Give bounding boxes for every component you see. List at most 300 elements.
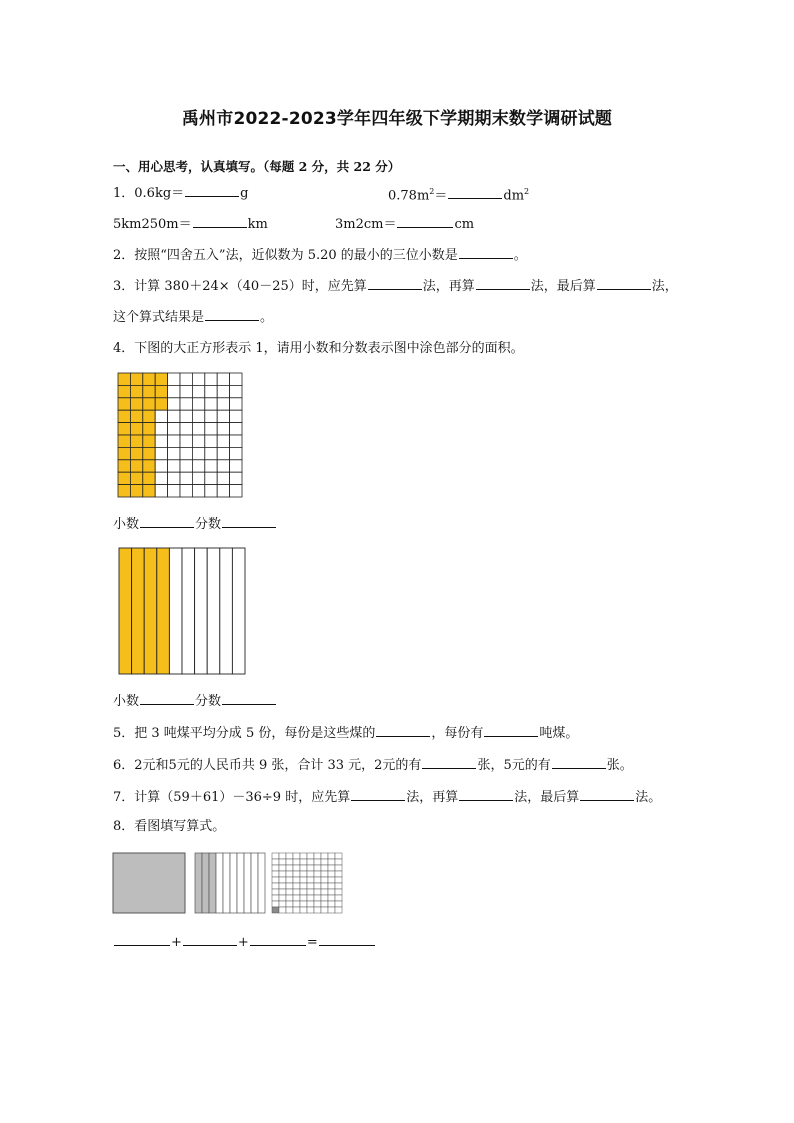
q5-answer-blank-2[interactable] xyxy=(484,724,538,737)
hundredth-cell xyxy=(272,871,279,877)
hundredth-cell xyxy=(279,889,286,895)
hundredth-cell xyxy=(279,907,286,913)
grid-cell xyxy=(168,472,180,484)
grid-cell xyxy=(230,435,242,447)
grid-cell-shaded xyxy=(130,435,142,447)
grid-cell xyxy=(192,435,204,447)
hundredth-cell xyxy=(300,859,307,865)
hundredth-cell xyxy=(328,853,335,859)
grid-cell xyxy=(217,423,229,435)
question-3-line-1 xyxy=(113,277,678,295)
hundredth-cell xyxy=(286,865,293,871)
grid-cell xyxy=(180,485,192,497)
grid-cell-shaded xyxy=(118,373,130,385)
hundredth-cell xyxy=(307,853,314,859)
question-3-line-2 xyxy=(113,308,273,326)
question-6 xyxy=(113,756,633,774)
hundredth-cell xyxy=(307,877,314,883)
q1a-unit: g xyxy=(240,186,249,201)
grid-cell-shaded xyxy=(130,423,142,435)
q4a-fraction-label: 分数 xyxy=(195,517,222,532)
grid-cell xyxy=(217,410,229,422)
hundredth-cell xyxy=(307,901,314,907)
strip-shaded xyxy=(157,548,170,674)
grid-cell xyxy=(205,373,217,385)
hundredth-cell xyxy=(272,901,279,907)
grid-cell xyxy=(180,447,192,459)
grid-cell xyxy=(217,460,229,472)
q3-text-1: 3．计算 380＋24×（40－25）时，应先算 xyxy=(113,279,367,294)
grid-cell xyxy=(217,435,229,447)
grid-cell xyxy=(230,398,242,410)
q6-text-1: 6．2元和5元的人民币共 9 张，合计 33 元，2元的有 xyxy=(113,758,422,773)
grid-cell xyxy=(217,398,229,410)
grid-cell xyxy=(155,447,167,459)
grid-cell xyxy=(217,385,229,397)
hundredth-cell xyxy=(321,907,328,913)
q8-plus-2: + xyxy=(237,935,249,950)
grid-cell xyxy=(155,472,167,484)
hundredth-cell xyxy=(307,889,314,895)
q7-text-4: 法。 xyxy=(635,790,662,805)
q5-text-2: ，每份有 xyxy=(431,726,484,741)
hundredth-cell xyxy=(321,865,328,871)
hundredth-cell xyxy=(328,859,335,865)
hundredth-cell xyxy=(293,895,300,901)
hundredth-cell xyxy=(307,907,314,913)
hundredth-cell xyxy=(328,871,335,877)
hundredth-cell xyxy=(286,853,293,859)
q4b-decimal-blank[interactable] xyxy=(140,692,194,705)
grid-cell-shaded xyxy=(118,485,130,497)
grid-cell xyxy=(217,373,229,385)
grid-cell-shaded xyxy=(118,460,130,472)
tenth-strip-shaded xyxy=(202,853,209,913)
grid-cell xyxy=(230,447,242,459)
grid-cell-shaded xyxy=(118,423,130,435)
q5-answer-blank-1[interactable] xyxy=(376,724,430,737)
grid-cell-shaded xyxy=(130,410,142,422)
hundredth-cell xyxy=(314,895,321,901)
hundredth-cell xyxy=(335,901,342,907)
hundredth-cell xyxy=(272,859,279,865)
grid-cell-shaded xyxy=(143,485,155,497)
grid-cell-shaded xyxy=(130,447,142,459)
grid-cell xyxy=(205,472,217,484)
hundredth-cell xyxy=(293,901,300,907)
q7-answer-blank-2[interactable] xyxy=(459,788,513,801)
hundredth-cell xyxy=(321,871,328,877)
grid-cell-shaded xyxy=(130,398,142,410)
hundredth-cell xyxy=(272,883,279,889)
hundredth-cell xyxy=(286,907,293,913)
grid-cell xyxy=(168,410,180,422)
grid-cell-shaded xyxy=(143,385,155,397)
q1d-text: 3m2cm＝ xyxy=(335,217,397,232)
grid-cell-shaded xyxy=(130,472,142,484)
q7-text-3: 法，最后算 xyxy=(514,790,580,805)
grid-cell xyxy=(192,485,204,497)
hundredth-cell xyxy=(335,853,342,859)
grid-cell xyxy=(180,435,192,447)
q8-plus-1: + xyxy=(171,935,182,950)
grid-cell xyxy=(230,385,242,397)
hundredth-cell xyxy=(300,871,307,877)
grid-cell xyxy=(192,447,204,459)
question-1d xyxy=(335,215,474,233)
hundredth-cell xyxy=(286,877,293,883)
question-4: 4．下图的大正方形表示 1，请用小数和分数表示图中涂色部分的面积。 xyxy=(113,341,524,356)
question-1b xyxy=(388,184,529,204)
grid-cell-shaded xyxy=(130,373,142,385)
strip-shaded xyxy=(119,548,132,674)
grid-cell-shaded xyxy=(130,485,142,497)
tenth-strip xyxy=(237,853,244,913)
hundredth-cell xyxy=(328,877,335,883)
grid-cell xyxy=(168,435,180,447)
grid-cell-shaded xyxy=(130,385,142,397)
grid-cell xyxy=(155,460,167,472)
q1c-unit: km xyxy=(247,217,268,232)
hundredth-cell xyxy=(314,877,321,883)
hundredth-cell xyxy=(314,889,321,895)
question-4a-answers xyxy=(113,515,277,533)
grid-cell-shaded xyxy=(118,398,130,410)
hundredth-cell xyxy=(286,889,293,895)
hundredth-cell xyxy=(293,871,300,877)
hundredth-cell xyxy=(314,871,321,877)
hundredth-cell xyxy=(335,859,342,865)
tenth-strip-shaded xyxy=(209,853,216,913)
grid-cell-shaded xyxy=(143,435,155,447)
q1c-answer-blank[interactable] xyxy=(193,215,247,228)
q6-answer-blank-2[interactable] xyxy=(552,756,606,769)
hundredth-cell xyxy=(328,883,335,889)
grid-cell-shaded xyxy=(143,447,155,459)
hundredth-cell xyxy=(279,859,286,865)
grid-cell xyxy=(192,410,204,422)
strip xyxy=(232,548,245,674)
grid-cell xyxy=(230,460,242,472)
grid-cell-shaded xyxy=(143,410,155,422)
question-5 xyxy=(113,724,578,742)
hundredth-cell xyxy=(272,889,279,895)
grid-cell xyxy=(205,435,217,447)
hundredth-cell xyxy=(293,883,300,889)
q4b-decimal-label: 小数 xyxy=(113,694,140,709)
grid-cell xyxy=(155,485,167,497)
grid-cell xyxy=(205,410,217,422)
q8-answer-blank-4[interactable] xyxy=(319,933,375,946)
grid-cell xyxy=(168,447,180,459)
hundredth-cell xyxy=(279,871,286,877)
grid-cell xyxy=(180,373,192,385)
hundredth-cell xyxy=(328,901,335,907)
tenth-strip xyxy=(251,853,258,913)
hundredth-cell xyxy=(307,859,314,865)
q1c-text: 5km250m＝ xyxy=(113,217,192,232)
q5-text-3: 吨煤。 xyxy=(539,726,579,741)
hundredth-cell xyxy=(272,865,279,871)
grid-cell-shaded xyxy=(155,373,167,385)
q8-equation-row xyxy=(113,933,376,951)
hundredth-cell xyxy=(293,877,300,883)
ten-strips-figure xyxy=(118,547,248,677)
q3-end: 。 xyxy=(260,310,274,325)
grid-cell-shaded xyxy=(118,447,130,459)
hundredth-cell xyxy=(321,895,328,901)
q7-text-2: 法，再算 xyxy=(406,790,459,805)
q4b-fraction-blank[interactable] xyxy=(222,692,276,705)
hundredth-cell xyxy=(335,865,342,871)
q1a-answer-blank[interactable] xyxy=(185,184,239,197)
question-4b-answers xyxy=(113,692,277,710)
q8-figures xyxy=(112,852,348,916)
grid-cell xyxy=(205,460,217,472)
question-7 xyxy=(113,788,661,806)
q3-text-5: 这个算式结果是 xyxy=(113,310,205,325)
grid-cell-shaded xyxy=(143,398,155,410)
hundredth-cell xyxy=(321,889,328,895)
strip xyxy=(195,548,208,674)
question-1c xyxy=(113,215,268,233)
hundred-grid-figure xyxy=(117,372,243,498)
q8-equals: = xyxy=(306,935,318,950)
hundredth-cell xyxy=(279,877,286,883)
hundredth-cell xyxy=(286,871,293,877)
hundredth-cell xyxy=(307,871,314,877)
hundredth-cell xyxy=(321,859,328,865)
q1b-answer-blank[interactable] xyxy=(448,186,502,199)
grid-cell xyxy=(168,460,180,472)
grid-cell xyxy=(180,410,192,422)
hundredth-cell-shaded xyxy=(272,907,279,913)
q3-answer-blank-4[interactable] xyxy=(205,308,259,321)
grid-cell xyxy=(180,472,192,484)
grid-cell-shaded xyxy=(143,423,155,435)
q2-answer-blank[interactable] xyxy=(459,246,513,259)
grid-cell xyxy=(168,485,180,497)
tenth-strip xyxy=(223,853,230,913)
q7-answer-blank-1[interactable] xyxy=(351,788,405,801)
grid-cell xyxy=(155,435,167,447)
grid-cell xyxy=(192,472,204,484)
q4b-fraction-label: 分数 xyxy=(195,694,222,709)
hundredth-cell xyxy=(286,883,293,889)
q8-answer-blank-2[interactable] xyxy=(183,933,237,946)
q1a-text: 0.6kg＝ xyxy=(134,186,185,201)
hundredth-cell xyxy=(314,853,321,859)
hundredth-cell xyxy=(314,883,321,889)
hundredth-cell xyxy=(300,883,307,889)
hundredth-cell xyxy=(279,883,286,889)
q7-answer-blank-3[interactable] xyxy=(580,788,634,801)
hundredth-cell xyxy=(272,895,279,901)
question-1-row-1 xyxy=(113,184,248,202)
hundredth-cell xyxy=(328,865,335,871)
q5-text-1: 5．把 3 吨煤平均分成 5 份，每份是这些煤的 xyxy=(113,726,376,741)
hundredth-cell xyxy=(300,889,307,895)
hundredth-cell xyxy=(286,859,293,865)
hundredth-cell xyxy=(279,865,286,871)
page-title: 禹州市2022-2023学年四年级下学期期末数学调研试题 xyxy=(181,109,613,129)
grid-cell-shaded xyxy=(155,385,167,397)
q3-text-3: 法，最后算 xyxy=(530,279,596,294)
hundredth-cell xyxy=(335,889,342,895)
hundredth-cell xyxy=(328,895,335,901)
hundredth-cell xyxy=(307,883,314,889)
tenth-strip xyxy=(216,853,223,913)
grid-cell-shaded xyxy=(143,373,155,385)
hundredth-cell xyxy=(307,865,314,871)
q6-text-3: 张。 xyxy=(606,758,633,773)
grid-cell xyxy=(180,398,192,410)
hundredth-cell xyxy=(279,895,286,901)
hundredth-cell xyxy=(300,901,307,907)
hundredth-cell xyxy=(272,853,279,859)
q4a-fraction-blank[interactable] xyxy=(222,515,276,528)
grid-cell xyxy=(230,472,242,484)
grid-cell xyxy=(168,423,180,435)
grid-cell xyxy=(205,385,217,397)
q2-text: 2．按照“四舍五入”法，近似数为 5.20 的最小的三位小数是 xyxy=(113,248,458,263)
q3-answer-blank-3[interactable] xyxy=(597,277,651,290)
grid-cell xyxy=(192,460,204,472)
q1b-superscript: 2 xyxy=(429,187,435,196)
grid-cell xyxy=(155,410,167,422)
hundredth-cell xyxy=(286,901,293,907)
q1b-text: 0.78m xyxy=(388,188,430,204)
strip xyxy=(220,548,233,674)
q8-answer-blank-3[interactable] xyxy=(250,933,306,946)
q4a-decimal-label: 小数 xyxy=(113,517,140,532)
grid-cell xyxy=(217,447,229,459)
hundredth-cell xyxy=(272,877,279,883)
hundredth-cell xyxy=(293,853,300,859)
hundredth-cell xyxy=(314,901,321,907)
grid-cell-shaded xyxy=(118,410,130,422)
question-8: 8．看图填写算式。 xyxy=(113,819,226,834)
grid-cell xyxy=(180,385,192,397)
q1d-answer-blank[interactable] xyxy=(397,215,453,228)
section-heading: 一、用心思考，认真填写。（每题 2 分，共 22 分） xyxy=(113,159,401,174)
grid-cell xyxy=(205,423,217,435)
q1b-equals: ＝ xyxy=(434,188,448,204)
hundredth-cell xyxy=(314,907,321,913)
grid-cell-shaded xyxy=(118,472,130,484)
grid-cell xyxy=(205,398,217,410)
hundredth-cell xyxy=(279,901,286,907)
hundredth-cell xyxy=(321,877,328,883)
grid-cell-shaded xyxy=(118,385,130,397)
hundredth-cell xyxy=(307,895,314,901)
q3-text-2: 法，再算 xyxy=(422,279,475,294)
strip-shaded xyxy=(144,548,157,674)
tenth-strip xyxy=(230,853,237,913)
hundredth-cell xyxy=(300,895,307,901)
question-2 xyxy=(113,246,527,264)
hundredth-cell xyxy=(335,871,342,877)
grid-cell-shaded xyxy=(143,460,155,472)
grid-cell xyxy=(168,398,180,410)
strip xyxy=(169,548,182,674)
q1b-unit-superscript: 2 xyxy=(524,187,530,196)
hundredth-cell xyxy=(321,883,328,889)
q3-answer-blank-1[interactable] xyxy=(368,277,422,290)
hundredth-cell xyxy=(314,859,321,865)
hundredth-cell xyxy=(300,853,307,859)
hundredth-cell xyxy=(293,889,300,895)
q2-end: 。 xyxy=(513,248,527,263)
hundredth-cell xyxy=(335,883,342,889)
grid-cell-shaded xyxy=(130,460,142,472)
hundredth-cell xyxy=(293,907,300,913)
tenth-strip xyxy=(258,853,265,913)
grid-cell xyxy=(192,373,204,385)
grid-cell xyxy=(168,385,180,397)
q7-text-1: 7．计算（59＋61）－36÷9 时，应先算 xyxy=(113,790,351,805)
q1-number: 1． xyxy=(113,186,135,201)
strip xyxy=(182,548,195,674)
grid-cell xyxy=(180,423,192,435)
grid-cell xyxy=(230,410,242,422)
grid-cell xyxy=(217,485,229,497)
grid-cell xyxy=(205,447,217,459)
whole-square xyxy=(113,853,185,913)
grid-cell xyxy=(217,472,229,484)
hundredth-cell xyxy=(279,853,286,859)
hundredth-cell xyxy=(328,889,335,895)
hundredth-cell xyxy=(321,853,328,859)
grid-cell xyxy=(168,373,180,385)
grid-cell xyxy=(192,398,204,410)
hundredth-cell xyxy=(328,907,335,913)
grid-cell xyxy=(155,423,167,435)
q4a-decimal-blank[interactable] xyxy=(140,515,194,528)
hundredth-cell xyxy=(300,877,307,883)
grid-cell-shaded xyxy=(143,472,155,484)
tenth-strip xyxy=(244,853,251,913)
grid-cell xyxy=(205,485,217,497)
q1d-unit: cm xyxy=(454,217,475,232)
hundredth-cell xyxy=(293,859,300,865)
grid-cell xyxy=(230,373,242,385)
grid-cell xyxy=(192,423,204,435)
hundredth-cell xyxy=(300,865,307,871)
hundredth-cell xyxy=(321,901,328,907)
grid-cell-shaded xyxy=(155,398,167,410)
strip xyxy=(207,548,220,674)
q3-text-4: 法， xyxy=(651,279,678,294)
grid-cell xyxy=(230,423,242,435)
q3-answer-blank-2[interactable] xyxy=(476,277,530,290)
hundredth-cell xyxy=(335,877,342,883)
grid-cell xyxy=(230,485,242,497)
strip-shaded xyxy=(132,548,145,674)
grid-cell-shaded xyxy=(118,435,130,447)
hundredth-cell xyxy=(335,895,342,901)
q8-answer-blank-1[interactable] xyxy=(114,933,170,946)
tenth-strip-shaded xyxy=(195,853,202,913)
q6-answer-blank-1[interactable] xyxy=(422,756,476,769)
hundredth-cell xyxy=(314,865,321,871)
grid-cell xyxy=(180,460,192,472)
hundredth-cell xyxy=(335,907,342,913)
q1b-unit: dm xyxy=(503,188,525,204)
hundredth-cell xyxy=(300,907,307,913)
hundredth-cell xyxy=(286,895,293,901)
q6-text-2: 张，5元的有 xyxy=(477,758,551,773)
